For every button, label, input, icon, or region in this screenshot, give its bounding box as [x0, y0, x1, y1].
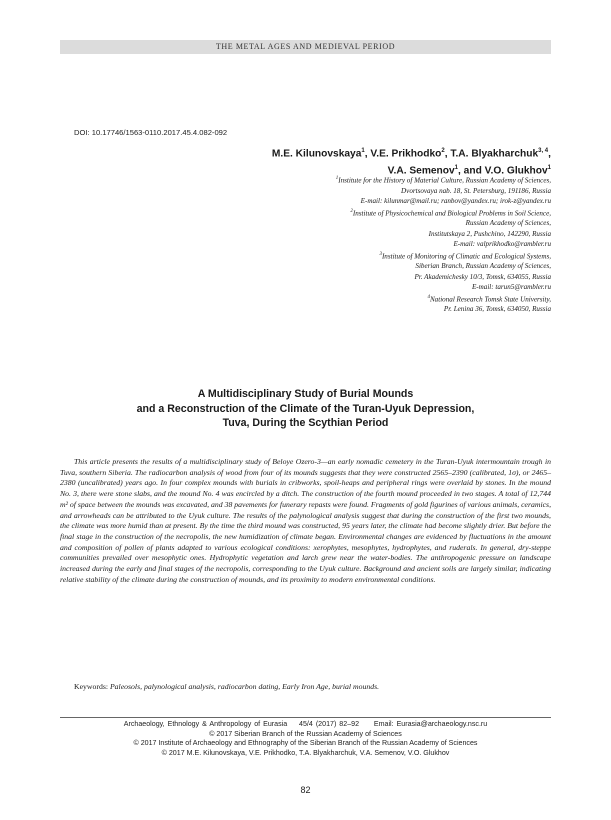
affiliation-line	[151, 272, 551, 282]
copyright-line: © 2017 M.E. Kilunovskaya, V.E. Prikhodko, T.A. Blyakharchuk, V.A. Semenov, V.O. Glukhov	[161, 748, 450, 757]
affiliation-text: Pr. Akademichesky 10/3, Tomsk, 634055, Russia	[414, 272, 551, 281]
affiliation-text: E-mail: tarun5@rambler.ru	[471, 283, 551, 292]
affiliation-line	[151, 304, 551, 314]
page-number: 82	[300, 785, 311, 795]
affiliation-sup: 1	[335, 176, 339, 181]
author-name: V.A. Semenov	[387, 165, 455, 177]
author-sup: 2	[441, 148, 445, 154]
affiliation-text: Pr. Lenina 36, Tomsk, 634050, Russia	[443, 305, 551, 314]
affiliation-text: E-mail: kilunmar@mail.ru; ranbov@yandex.ru; irok-z@yandex.ru	[360, 197, 551, 206]
affiliation-line	[151, 261, 551, 271]
journal-info	[60, 720, 551, 730]
author-sup: 1	[547, 165, 551, 172]
abstract: This article presents the results of a multidisciplinary study of Beloye Ozero-3—an early nomadic cemetery in the Turan-Uyuk intermountain trough in Tuva, southern Siberia. The radiocarbon analysis of wood from four of its mounds suggests that they were constructed 2565–2390 (calibrated, 1σ), or 2465–2380 (uncalibrated) years ago. In four complex mounds with burials in cribworks, spoil-heaps and peripheral rings were overlaid by stones. In the mound No. 3, there were stone slabs, and the mound No. 4 was encircled by a ditch. The construction of the fourth mound proceeded in two stages. A total of 12,744 m² of space between the mounds was excavated, and 38 pavements for funerary repasts were found. Fragments of gold figurines of various animals, ceramics, and arrowheads can be attributed to the Uyuk culture. The results of the palynological analysis suggest that during the construction of the first two mounds, the climate was more humid than at present. By the time the third mound was constructed, 95 years later, the climate had become slightly drier. But before the final stage in the construction of the necropolis, the new humidization of climate began. Environmental changes are evidenced by fluctuations in the amount and composition of pollen of plants adapted to various ecological conditions: xerophytes, mesophytes, hydrophytes, and ruderals. In general, dry-steppe communities prevailed over mesophytic ones. Hydrophytic vegetation and larch grew near the water-bodies. The anthropogenic pressure on landscape increased during the early and final stages of the necropolis, corresponding to the Uyuk culture. Background and ancient soils are largely similar, indicating relative stability of the climate during the construction of mounds, and its proximity to modern environmental conditions.	[60, 457, 552, 584]
keywords-label: Keywords:	[74, 682, 109, 691]
authors-line-1	[151, 144, 551, 161]
journal-issue: 45/4 (2017) 82–92	[299, 720, 360, 728]
affiliation-text: E-mail: valprikhodko@rambler.ru	[453, 240, 551, 249]
affiliation-line	[151, 186, 551, 196]
author-sup: 1	[454, 165, 459, 172]
keywords-text: Paleosols, palynological analysis, radiocarbon dating, Early Iron Age, burial mounds.	[109, 682, 380, 691]
copyright-line: © 2017 Institute of Archaeology and Ethnography of the Siberian Branch of the Russian Academy of Sciences	[133, 739, 478, 748]
affiliation-text: Institutskaya 2, Pushchino, 142290, Russia	[428, 229, 551, 238]
author-name: V.O. Glukhov	[484, 165, 548, 177]
affiliation-line	[151, 293, 551, 305]
affiliation-email[interactable]	[151, 239, 551, 249]
running-header: THE METAL AGES AND MEDIEVAL PERIOD	[60, 40, 551, 54]
affiliation-email[interactable]	[151, 282, 551, 292]
affiliation-text: National Research Tomsk State University,	[429, 294, 551, 303]
author-sep: , and	[458, 165, 485, 177]
journal-email[interactable]: Email: Eurasia@archaeology.nsc.ru	[373, 720, 488, 728]
affiliation-text: Institute of Physicochemical and Biological Problems in Soil Science,	[352, 208, 551, 217]
title-line: A Multidisciplinary Study of Burial Mounds	[197, 388, 414, 400]
keywords	[74, 682, 551, 693]
affiliation-line	[151, 207, 551, 219]
author-name: V.E. Prikhodko	[370, 148, 442, 160]
affiliation-sup: 3	[379, 251, 382, 257]
author-name: M.E. Kilunovskaya	[271, 148, 362, 160]
affiliation-line	[151, 250, 551, 262]
author-name: T.A. Blyakharchuk	[450, 148, 539, 160]
affiliation-text: Institute of Monitoring of Climatic and Ecological Systems,	[381, 251, 551, 260]
author-sup: 3, 4	[538, 148, 549, 154]
affiliation-text: Institute for the History of Material Culture, Russian Academy of Sciences,	[338, 176, 551, 185]
author-sep: ,	[364, 148, 371, 160]
title-line: Tuva, During the Scythian Period	[222, 417, 389, 429]
author-sep: ,	[444, 148, 451, 160]
footer-divider	[60, 717, 551, 718]
affiliation-line	[151, 229, 551, 239]
title-line: and a Reconstruction of the Climate of the Turan-Uyuk Depression,	[136, 402, 475, 415]
author-sup: 1	[361, 148, 365, 154]
author-sep: ,	[548, 148, 551, 160]
affiliations	[151, 174, 551, 315]
footer	[60, 720, 551, 758]
affiliation-line	[151, 174, 551, 186]
journal-name: Archaeology, Ethnology & Anthropology of Eurasia	[123, 720, 288, 728]
affiliation-sup: 2	[350, 208, 353, 214]
affiliation-sup: 4	[427, 294, 430, 300]
affiliation-email[interactable]	[151, 196, 551, 206]
affiliation-text: Dvortsovaya nab. 18, St. Petersburg, 191186, Russia	[401, 186, 551, 195]
affiliation-line	[151, 218, 551, 228]
affiliation-text: Russian Academy of Sciences,	[465, 219, 551, 228]
doi[interactable]: DOI: 10.17746/1563-0110.2017.45.4.082-092	[74, 128, 228, 137]
copyright-line: © 2017 Siberian Branch of the Russian Academy of Sciences	[209, 729, 402, 738]
affiliation-text: Siberian Branch, Russian Academy of Sciences,	[415, 262, 551, 271]
article-title	[60, 387, 551, 431]
